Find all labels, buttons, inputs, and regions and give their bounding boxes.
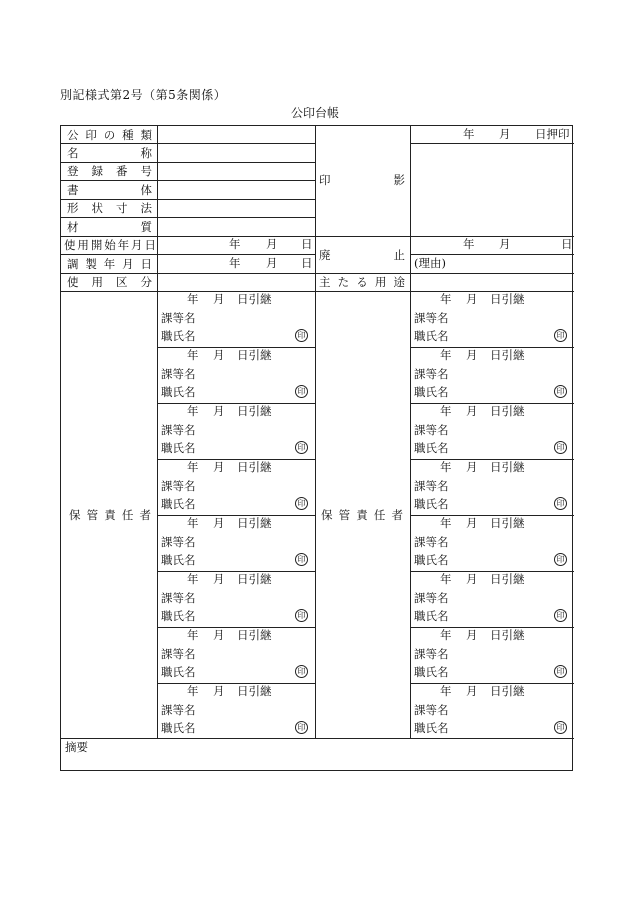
seal-stamp-icon: 印 <box>554 553 567 566</box>
handover-year: 年 <box>187 348 199 362</box>
manufacture-date-month: 月 <box>266 256 278 270</box>
handover-month: 月 <box>466 516 478 530</box>
abolition-label: 廃 止 <box>319 247 405 262</box>
handover-section: 課等名 <box>414 479 449 493</box>
handover-section: 課等名 <box>414 311 449 325</box>
handover-section: 課等名 <box>161 647 196 661</box>
handover-section: 課等名 <box>161 423 196 437</box>
start-date-year: 年 <box>229 237 241 251</box>
handover-month: 月 <box>466 572 478 586</box>
handover-staff: 職氏名 <box>161 497 196 511</box>
handover-month: 月 <box>213 404 225 418</box>
handover-staff: 職氏名 <box>414 385 449 399</box>
handover-year: 年 <box>440 684 452 698</box>
handover-section: 課等名 <box>414 647 449 661</box>
seal-stamp-icon: 印 <box>554 665 567 678</box>
handover-day: 日引継 <box>237 292 272 306</box>
handover-year: 年 <box>440 404 452 418</box>
handover-year: 年 <box>440 348 452 362</box>
handover-day: 日引継 <box>490 292 525 306</box>
abolition-date-month: 月 <box>499 237 511 251</box>
field-main-use: 主 た る 用 途 <box>319 275 405 289</box>
field-usage-class: 使 用 区 分 <box>67 275 152 289</box>
field-seal-type: 公 印 の 種 類 <box>67 127 152 142</box>
handover-month: 月 <box>213 684 225 698</box>
handover-year: 年 <box>187 684 199 698</box>
handover-section: 課等名 <box>161 479 196 493</box>
handover-year: 年 <box>187 292 199 306</box>
handover-year: 年 <box>440 516 452 530</box>
handover-month: 月 <box>213 348 225 362</box>
handover-section: 課等名 <box>161 591 196 605</box>
handover-staff: 職氏名 <box>161 385 196 399</box>
handover-day: 日引継 <box>490 628 525 642</box>
seal-stamp-icon: 印 <box>554 721 567 734</box>
handover-staff: 職氏名 <box>161 721 196 735</box>
handover-year: 年 <box>187 516 199 530</box>
seal-stamp-icon: 印 <box>295 553 308 566</box>
handover-month: 月 <box>213 572 225 586</box>
handover-staff: 職氏名 <box>161 609 196 623</box>
handover-month: 月 <box>213 516 225 530</box>
seal-impression-label: 印 影 <box>319 173 405 187</box>
handover-month: 月 <box>213 460 225 474</box>
seal-stamp-icon: 印 <box>295 385 308 398</box>
handover-month: 月 <box>466 628 478 642</box>
stamp-date-day: 日押印 <box>535 127 570 141</box>
handover-staff: 職氏名 <box>414 497 449 511</box>
handover-staff: 職氏名 <box>161 665 196 679</box>
handover-section: 課等名 <box>414 703 449 717</box>
remarks-label: 摘要 <box>65 740 88 754</box>
seal-stamp-icon: 印 <box>295 441 308 454</box>
handover-day: 日引継 <box>490 516 525 530</box>
seal-stamp-icon: 印 <box>554 441 567 454</box>
handover-section: 課等名 <box>414 423 449 437</box>
handover-staff: 職氏名 <box>414 665 449 679</box>
start-date-month: 月 <box>266 237 278 251</box>
handover-day: 日引継 <box>237 628 272 642</box>
custodian-label-right: 保 管 責 任 者 <box>321 508 403 522</box>
field-manufacture-date: 調 製 年 月 日 <box>67 256 152 271</box>
handover-staff: 職氏名 <box>414 609 449 623</box>
handover-section: 課等名 <box>414 367 449 381</box>
abolition-reason-label: (理由) <box>414 256 446 270</box>
seal-stamp-icon: 印 <box>554 497 567 510</box>
start-date-day: 日 <box>301 237 313 251</box>
manufacture-date-day: 日 <box>301 256 313 270</box>
handover-day: 日引継 <box>490 460 525 474</box>
handover-staff: 職氏名 <box>414 553 449 567</box>
handover-day: 日引継 <box>237 516 272 530</box>
handover-day: 日引継 <box>490 404 525 418</box>
handover-month: 月 <box>213 292 225 306</box>
handover-day: 日引継 <box>490 572 525 586</box>
handover-year: 年 <box>440 460 452 474</box>
seal-stamp-icon: 印 <box>295 497 308 510</box>
seal-stamp-icon: 印 <box>554 329 567 342</box>
handover-section: 課等名 <box>161 367 196 381</box>
field-start-date: 使 用 開 始 年 月 日 <box>64 238 156 252</box>
field-material: 材 質 <box>67 219 152 234</box>
abolition-date-day: 日 <box>561 237 573 251</box>
handover-day: 日引継 <box>490 684 525 698</box>
handover-day: 日引継 <box>237 460 272 474</box>
handover-section: 課等名 <box>161 311 196 325</box>
form-reference: 別記様式第2号（第5条関係） <box>60 88 227 102</box>
handover-section: 課等名 <box>414 535 449 549</box>
seal-stamp-icon: 印 <box>295 609 308 622</box>
handover-day: 日引継 <box>490 348 525 362</box>
handover-year: 年 <box>187 572 199 586</box>
handover-section: 課等名 <box>414 591 449 605</box>
manufacture-date-year: 年 <box>229 256 241 270</box>
handover-month: 月 <box>466 348 478 362</box>
handover-staff: 職氏名 <box>414 721 449 735</box>
handover-staff: 職氏名 <box>414 441 449 455</box>
field-shape-size: 形 状 寸 法 <box>67 201 152 215</box>
handover-year: 年 <box>187 628 199 642</box>
handover-day: 日引継 <box>237 572 272 586</box>
abolition-date-year: 年 <box>463 237 475 251</box>
handover-year: 年 <box>187 460 199 474</box>
handover-year: 年 <box>440 572 452 586</box>
handover-staff: 職氏名 <box>161 329 196 343</box>
handover-month: 月 <box>466 292 478 306</box>
seal-stamp-icon: 印 <box>554 609 567 622</box>
handover-staff: 職氏名 <box>161 441 196 455</box>
seal-stamp-icon: 印 <box>295 665 308 678</box>
page-title: 公印台帳 <box>290 106 339 120</box>
handover-year: 年 <box>440 292 452 306</box>
handover-year: 年 <box>440 628 452 642</box>
handover-month: 月 <box>466 684 478 698</box>
field-name: 名 称 <box>67 145 152 160</box>
handover-day: 日引継 <box>237 404 272 418</box>
handover-section: 課等名 <box>161 703 196 717</box>
handover-day: 日引継 <box>237 348 272 362</box>
seal-stamp-icon: 印 <box>295 329 308 342</box>
handover-staff: 職氏名 <box>161 553 196 567</box>
handover-year: 年 <box>187 404 199 418</box>
seal-stamp-icon: 印 <box>295 721 308 734</box>
handover-staff: 職氏名 <box>414 329 449 343</box>
stamp-date-month: 月 <box>499 127 511 141</box>
seal-stamp-icon: 印 <box>554 385 567 398</box>
field-typeface: 書 体 <box>67 182 152 197</box>
stamp-date-year: 年 <box>463 127 475 141</box>
handover-month: 月 <box>466 404 478 418</box>
custodian-label-left: 保 管 責 任 者 <box>69 508 151 522</box>
handover-month: 月 <box>213 628 225 642</box>
handover-day: 日引継 <box>237 684 272 698</box>
field-registration-number: 登 録 番 号 <box>67 164 152 178</box>
handover-month: 月 <box>466 460 478 474</box>
handover-section: 課等名 <box>161 535 196 549</box>
seal-ledger-form <box>60 125 573 771</box>
